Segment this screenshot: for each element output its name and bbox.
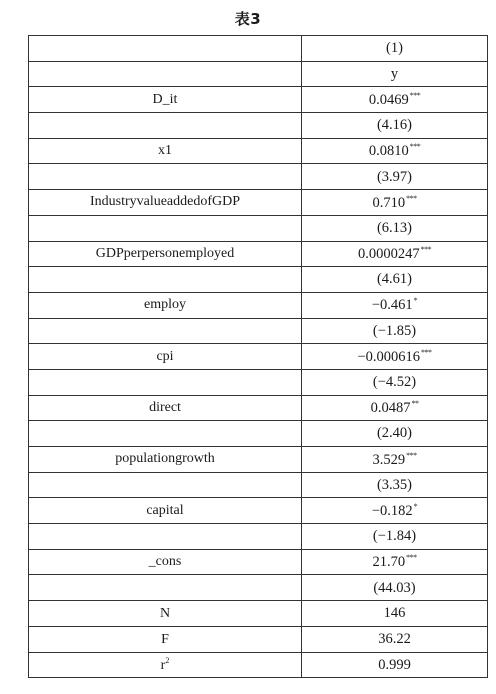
coefficient-cell <box>302 292 488 318</box>
t-statistic-value: (2.40) <box>376 425 413 442</box>
t-statistic-row <box>29 267 488 293</box>
stat-row <box>29 601 488 627</box>
variable-name-cell: x1 <box>29 138 302 164</box>
coefficient-cell <box>302 241 488 267</box>
t-statistic-cell <box>302 318 488 344</box>
coefficient-value: −0.000616 <box>357 348 421 365</box>
t-statistic-row <box>29 215 488 241</box>
significance-stars: *** <box>406 553 417 563</box>
variable-name-cell: GDPperpersonemployed <box>29 241 302 267</box>
stat-row <box>29 652 488 678</box>
significance-stars: *** <box>409 90 421 100</box>
empty-label-cell <box>29 421 302 447</box>
coefficient-row <box>29 292 488 318</box>
variable-name-cell: cpi <box>29 344 302 370</box>
stat-value-cell: 146 <box>302 601 488 627</box>
significance-stars: ** <box>411 399 419 409</box>
variable-name-cell: populationgrowth <box>29 447 302 473</box>
coefficient-cell <box>302 190 488 216</box>
empty-label-cell <box>29 215 302 241</box>
stat-value-cell: 0.999 <box>302 652 488 678</box>
stat-label: N <box>159 606 171 622</box>
variable-name-cell: _cons <box>29 549 302 575</box>
coefficient-cell <box>302 138 488 164</box>
t-statistic-value: (6.13) <box>376 219 413 236</box>
variable-name-cell: employ <box>29 292 302 318</box>
significance-stars: *** <box>421 347 432 357</box>
variable-name-cell: capital <box>29 498 302 524</box>
t-statistic-row <box>29 164 488 190</box>
coefficient-value: 0.0000247 <box>357 246 420 263</box>
coefficient-row <box>29 447 488 473</box>
t-statistic-cell <box>302 472 488 498</box>
empty-label-cell <box>29 575 302 601</box>
coefficient-row <box>29 498 488 524</box>
coefficient-value: 3.529 <box>372 451 406 468</box>
coefficient-cell <box>302 447 488 473</box>
significance-stars: *** <box>406 450 417 460</box>
t-statistic-value: (−1.84) <box>372 528 417 545</box>
coefficient-value: −0.182 <box>371 502 413 519</box>
coefficient-row <box>29 395 488 421</box>
table-caption: 表3 <box>234 10 262 28</box>
table-header-row <box>29 36 488 62</box>
coefficient-cell <box>302 395 488 421</box>
stat-row <box>29 626 488 652</box>
t-statistic-cell <box>302 369 488 395</box>
significance-stars: *** <box>420 245 432 255</box>
t-statistic-value: (44.03) <box>373 579 416 596</box>
t-statistic-value: (4.61) <box>376 271 413 288</box>
t-statistic-row <box>29 318 488 344</box>
coefficient-row <box>29 87 488 113</box>
t-statistic-value: (3.97) <box>376 168 413 185</box>
t-statistic-cell <box>302 524 488 550</box>
empty-label-cell <box>29 524 302 550</box>
coefficient-value: 0.710 <box>372 194 406 211</box>
coefficient-value: 21.70 <box>372 554 406 571</box>
variable-name-cell: D_it <box>29 87 302 113</box>
t-statistic-row <box>29 369 488 395</box>
coefficient-cell <box>302 549 488 575</box>
table-header-row <box>29 61 488 87</box>
model-number-cell: (1) <box>302 36 488 62</box>
t-statistic-row <box>29 524 488 550</box>
regression-table-body <box>29 36 488 678</box>
coefficient-row <box>29 549 488 575</box>
t-statistic-value: (3.35) <box>376 476 413 493</box>
coefficient-value: 0.0487 <box>370 400 411 417</box>
coefficient-cell <box>302 344 488 370</box>
t-statistic-row <box>29 575 488 601</box>
coefficient-row <box>29 241 488 267</box>
t-statistic-cell <box>302 164 488 190</box>
empty-label-cell <box>29 113 302 139</box>
header-label-cell <box>29 61 302 87</box>
header-label-cell <box>29 36 302 62</box>
variable-name-cell: IndustryvalueaddedofGDP <box>29 190 302 216</box>
t-statistic-cell <box>302 215 488 241</box>
coefficient-value: −0.461 <box>371 297 413 314</box>
stat-label: r <box>160 657 166 673</box>
stat-label: F <box>161 632 169 648</box>
t-statistic-value: (4.16) <box>376 117 413 134</box>
empty-label-cell <box>29 369 302 395</box>
regression-table <box>28 35 488 678</box>
t-statistic-row <box>29 472 488 498</box>
significance-stars: *** <box>406 193 417 203</box>
significance-stars: *** <box>409 142 421 152</box>
stat-label-exponent: 2 <box>165 655 170 665</box>
significance-stars: * <box>413 296 418 306</box>
coefficient-row <box>29 344 488 370</box>
t-statistic-cell <box>302 113 488 139</box>
coefficient-value: 0.0469 <box>368 91 409 108</box>
t-statistic-cell <box>302 267 488 293</box>
t-statistic-cell <box>302 575 488 601</box>
stat-label-cell <box>29 626 302 652</box>
empty-label-cell <box>29 164 302 190</box>
empty-label-cell <box>29 318 302 344</box>
empty-label-cell <box>29 472 302 498</box>
coefficient-cell <box>302 498 488 524</box>
coefficient-row <box>29 190 488 216</box>
t-statistic-row <box>29 421 488 447</box>
stat-label-cell <box>29 601 302 627</box>
t-statistic-value: (−4.52) <box>372 374 417 391</box>
variable-name-cell: direct <box>29 395 302 421</box>
dependent-variable-cell: y <box>302 61 488 87</box>
significance-stars: * <box>413 501 418 511</box>
t-statistic-cell <box>302 421 488 447</box>
t-statistic-row <box>29 113 488 139</box>
coefficient-value: 0.0810 <box>368 143 409 160</box>
stat-value-cell: 36.22 <box>302 626 488 652</box>
stat-label-cell <box>29 652 302 678</box>
coefficient-cell <box>302 87 488 113</box>
coefficient-row <box>29 138 488 164</box>
empty-label-cell <box>29 267 302 293</box>
t-statistic-value: (−1.85) <box>372 322 417 339</box>
